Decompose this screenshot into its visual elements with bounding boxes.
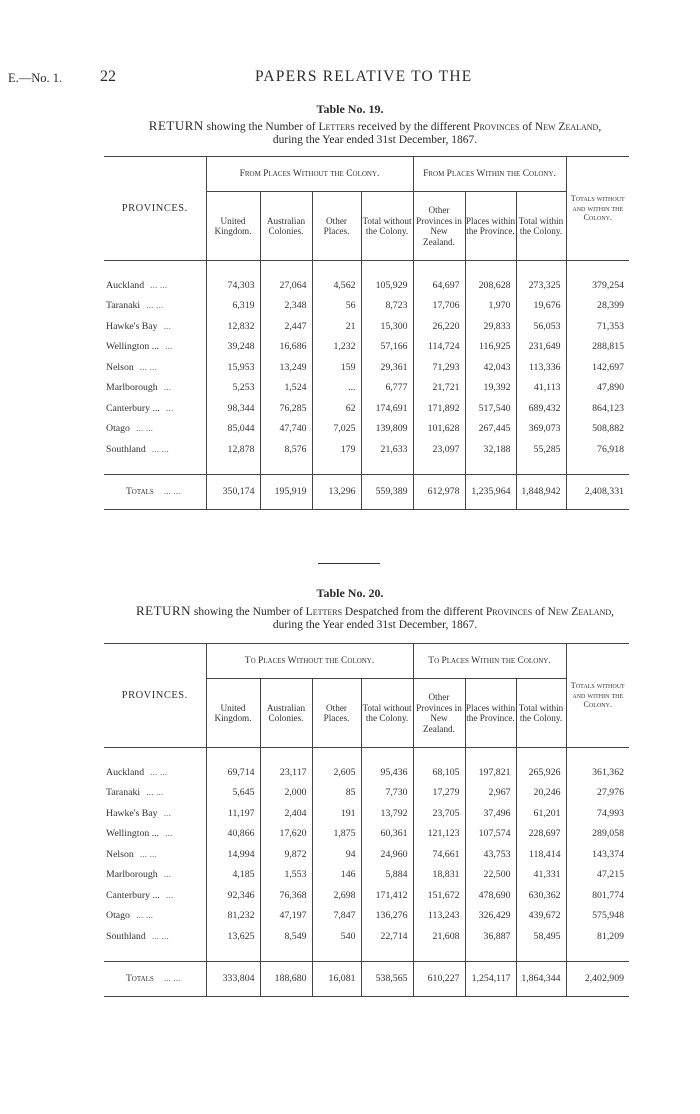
data-cell: 379,254 [566, 275, 629, 296]
total-cell: 16,081 [312, 961, 361, 996]
table-row [104, 439, 629, 460]
caption-new-zealand: New Zealand [534, 121, 599, 133]
province-name: Auckland ... ... [106, 279, 168, 291]
data-cell: 71,353 [566, 316, 629, 337]
data-cell: 81,232 [206, 906, 260, 927]
total-cell: 333,804 [206, 961, 260, 996]
province-name: Nelson ... ... [106, 361, 157, 373]
data-cell: 56,053 [516, 316, 566, 337]
data-cell: 8,549 [260, 926, 312, 947]
data-cell: 19,676 [516, 296, 566, 317]
data-cell: 6,777 [361, 378, 413, 399]
table-19-caption [100, 119, 650, 147]
data-cell: 7,025 [312, 419, 361, 440]
data-cell: 76,285 [260, 398, 312, 419]
data-cell: 143,374 [566, 844, 629, 865]
column-header: Total without the Colony. [361, 192, 413, 261]
total-cell: 538,565 [361, 961, 413, 996]
data-cell: 21,721 [413, 378, 465, 399]
data-cell: 58,495 [516, 926, 566, 947]
data-cell: 361,362 [566, 762, 629, 783]
provinces-header: PROVINCES. [121, 690, 188, 701]
province-name: Otago ... ... [106, 910, 154, 922]
data-cell: 27,064 [260, 275, 312, 296]
data-cell: 55,285 [516, 439, 566, 460]
caption-provinces: Provinces [473, 121, 520, 133]
caption-letters: Letters [305, 606, 343, 618]
totals-label: Totals ... ... [126, 486, 181, 497]
totals-header: Totals without and within the Colony. [566, 157, 629, 261]
column-header: Places within the Province. [465, 192, 516, 261]
data-cell: 74,661 [413, 844, 465, 865]
column-header: Total without the Colony. [361, 679, 413, 748]
data-cell: 630,362 [516, 885, 566, 906]
data-cell: 8,723 [361, 296, 413, 317]
table-19-number: Table No. 19. [316, 102, 384, 116]
column-header: Other Provinces in New Zealand. [413, 192, 465, 261]
province-name: Otago ... ... [106, 423, 154, 435]
data-cell: 95,436 [361, 762, 413, 783]
province-name: Nelson ... ... [106, 848, 157, 860]
data-cell: 7,847 [312, 906, 361, 927]
caption-return-word: RETURN [136, 603, 191, 618]
data-cell: 47,890 [566, 378, 629, 399]
page-reference: E.—No. 1. [8, 71, 63, 85]
data-cell: 288,815 [566, 337, 629, 358]
data-cell: 69,714 [206, 762, 260, 783]
data-cell: 540 [312, 926, 361, 947]
section-divider [318, 563, 380, 564]
table-row [104, 906, 629, 927]
data-cell: 21,608 [413, 926, 465, 947]
table-20-number: Table No. 20. [316, 586, 384, 600]
data-cell: 16,686 [260, 337, 312, 358]
data-cell: 27,976 [566, 783, 629, 804]
table-row [104, 803, 629, 824]
table-row [104, 398, 629, 419]
data-cell: 15,953 [206, 357, 260, 378]
total-cell: 559,389 [361, 474, 413, 509]
data-cell: 13,792 [361, 803, 413, 824]
data-cell: 15,300 [361, 316, 413, 337]
data-cell: 47,215 [566, 865, 629, 886]
data-cell: 289,058 [566, 824, 629, 845]
province-name: Taranaki ... ... [106, 787, 164, 799]
province-name: Canterbury ... ... [106, 402, 174, 414]
total-cell: 188,680 [260, 961, 312, 996]
group-header-without: From Places Without the Colony. [206, 157, 413, 192]
data-cell: 326,429 [465, 906, 516, 927]
data-cell: 1,553 [260, 865, 312, 886]
data-cell: 689,432 [516, 398, 566, 419]
table-row [104, 296, 629, 317]
table-row [104, 316, 629, 337]
data-cell: 4,562 [312, 275, 361, 296]
data-cell: 121,123 [413, 824, 465, 845]
data-cell: 105,929 [361, 275, 413, 296]
data-cell: 7,730 [361, 783, 413, 804]
data-cell: 228,697 [516, 824, 566, 845]
caption-text: of [532, 606, 548, 618]
data-cell: 14,994 [206, 844, 260, 865]
total-cell: 1,848,942 [516, 474, 566, 509]
total-cell: 2,408,331 [566, 474, 629, 509]
provinces-header: PROVINCES. [121, 203, 188, 214]
caption-text: during the Year ended 31st December, 1867. [272, 619, 478, 631]
data-cell: 139,809 [361, 419, 413, 440]
data-cell: 37,496 [465, 803, 516, 824]
totals-header: Totals without and within the Colony. [566, 644, 629, 748]
caption-text: showing the Number of [203, 121, 319, 133]
data-cell: 8,576 [260, 439, 312, 460]
data-cell: 26,220 [413, 316, 465, 337]
data-cell: 439,672 [516, 906, 566, 927]
caption-text: showing the Number of [191, 606, 306, 618]
total-cell: 1,254,117 [465, 961, 516, 996]
province-name: Marlborough ... [106, 382, 172, 394]
data-cell: 2,404 [260, 803, 312, 824]
data-cell: 57,166 [361, 337, 413, 358]
data-cell: 6,319 [206, 296, 260, 317]
totals-label: Totals ... ... [126, 973, 181, 984]
data-cell: 13,625 [206, 926, 260, 947]
table-row [104, 783, 629, 804]
data-cell: 208,628 [465, 275, 516, 296]
data-cell: 11,197 [206, 803, 260, 824]
data-cell: 56 [312, 296, 361, 317]
column-header: Other Provinces in New Zealand. [413, 679, 465, 748]
data-cell: 32,188 [465, 439, 516, 460]
data-cell: 4,185 [206, 865, 260, 886]
total-cell: 350,174 [206, 474, 260, 509]
data-cell: 21 [312, 316, 361, 337]
group-header-within: To Places Within the Colony. [413, 644, 566, 679]
data-cell: 159 [312, 357, 361, 378]
data-cell: 2,698 [312, 885, 361, 906]
data-cell: 5,253 [206, 378, 260, 399]
column-header: Other Places. [312, 679, 361, 748]
province-name: Wellington ... ... [106, 341, 173, 353]
data-cell: 1,875 [312, 824, 361, 845]
province-name: Hawke's Bay ... [106, 320, 171, 332]
data-cell: 92,346 [206, 885, 260, 906]
caption-text: received by the different [354, 121, 474, 133]
caption-return-word: RETURN [148, 118, 204, 133]
table-row [104, 419, 629, 440]
data-cell: 18,831 [413, 865, 465, 886]
province-name: Southland ... ... [106, 443, 169, 455]
data-cell: 151,672 [413, 885, 465, 906]
data-cell: 94 [312, 844, 361, 865]
caption-text: Despatched from the different [342, 606, 486, 618]
column-header: Other Places. [312, 192, 361, 261]
data-cell: 23,097 [413, 439, 465, 460]
data-cell: 142,697 [566, 357, 629, 378]
data-cell: 60,361 [361, 824, 413, 845]
data-cell: 273,325 [516, 275, 566, 296]
data-cell: 2,000 [260, 783, 312, 804]
data-cell: 1,232 [312, 337, 361, 358]
data-cell: ... [312, 378, 361, 399]
total-cell: 13,296 [312, 474, 361, 509]
data-cell: 47,740 [260, 419, 312, 440]
data-cell: 2,348 [260, 296, 312, 317]
column-header: United Kingdom. [206, 679, 260, 748]
data-cell: 13,249 [260, 357, 312, 378]
group-header-without: To Places Without the Colony. [206, 644, 413, 679]
data-cell: 174,691 [361, 398, 413, 419]
data-cell: 61,201 [516, 803, 566, 824]
data-cell: 575,948 [566, 906, 629, 927]
data-cell: 29,361 [361, 357, 413, 378]
data-cell: 29,833 [465, 316, 516, 337]
data-cell: 23,117 [260, 762, 312, 783]
data-cell: 517,540 [465, 398, 516, 419]
data-cell: 179 [312, 439, 361, 460]
data-cell: 113,243 [413, 906, 465, 927]
province-name: Canterbury ... ... [106, 889, 174, 901]
province-name: Auckland ... ... [106, 766, 168, 778]
province-name: Hawke's Bay ... [106, 807, 171, 819]
data-cell: 191 [312, 803, 361, 824]
data-cell: 85 [312, 783, 361, 804]
total-cell: 1,864,344 [516, 961, 566, 996]
data-cell: 64,697 [413, 275, 465, 296]
data-cell: 28,399 [566, 296, 629, 317]
caption-text: during the Year ended 31st December, 1867. [272, 134, 478, 146]
data-cell: 114,724 [413, 337, 465, 358]
table-row [104, 865, 629, 886]
data-cell: 76,918 [566, 439, 629, 460]
province-name: Marlborough ... [106, 869, 172, 881]
data-cell: 68,105 [413, 762, 465, 783]
table-row [104, 926, 629, 947]
data-cell: 2,447 [260, 316, 312, 337]
data-cell: 2,967 [465, 783, 516, 804]
totals-row [104, 474, 629, 509]
data-cell: 17,279 [413, 783, 465, 804]
data-cell: 74,993 [566, 803, 629, 824]
data-cell: 17,706 [413, 296, 465, 317]
data-cell: 74,303 [206, 275, 260, 296]
data-cell: 369,073 [516, 419, 566, 440]
province-name: Southland ... ... [106, 930, 169, 942]
province-name: Taranaki ... ... [106, 300, 164, 312]
data-cell: 2,605 [312, 762, 361, 783]
total-cell: 610,227 [413, 961, 465, 996]
data-cell: 36,887 [465, 926, 516, 947]
data-cell: 116,925 [465, 337, 516, 358]
data-cell: 20,246 [516, 783, 566, 804]
table-20 [104, 643, 629, 997]
data-cell: 41,331 [516, 865, 566, 886]
column-header: Total within the Colony. [516, 192, 566, 261]
data-cell: 39,248 [206, 337, 260, 358]
group-header-within: From Places Within the Colony. [413, 157, 566, 192]
data-cell: 1,524 [260, 378, 312, 399]
table-row [104, 275, 629, 296]
table-20-caption [100, 604, 650, 632]
column-header: Australian Colonies. [260, 679, 312, 748]
data-cell: 146 [312, 865, 361, 886]
table-row [104, 885, 629, 906]
page-title: PAPERS RELATIVE TO THE [255, 68, 473, 85]
caption-letters: Letters [318, 121, 355, 133]
data-cell: 62 [312, 398, 361, 419]
data-cell: 22,714 [361, 926, 413, 947]
province-name: Wellington ... ... [106, 828, 173, 840]
data-cell: 101,628 [413, 419, 465, 440]
data-cell: 22,500 [465, 865, 516, 886]
caption-text: , [598, 121, 602, 133]
data-cell: 40,866 [206, 824, 260, 845]
data-cell: 21,633 [361, 439, 413, 460]
data-cell: 41,113 [516, 378, 566, 399]
data-cell: 71,293 [413, 357, 465, 378]
data-cell: 118,414 [516, 844, 566, 865]
totals-row [104, 961, 629, 996]
table-row [104, 337, 629, 358]
data-cell: 24,960 [361, 844, 413, 865]
data-cell: 265,926 [516, 762, 566, 783]
caption-new-zealand: New Zealand [547, 606, 612, 618]
column-header: Places within the Province. [465, 679, 516, 748]
data-cell: 136,276 [361, 906, 413, 927]
data-cell: 43,753 [465, 844, 516, 865]
column-header: Australian Colonies. [260, 192, 312, 261]
column-header: Total within the Colony. [516, 679, 566, 748]
data-cell: 801,774 [566, 885, 629, 906]
data-cell: 508,882 [566, 419, 629, 440]
total-cell: 612,978 [413, 474, 465, 509]
data-cell: 42,043 [465, 357, 516, 378]
data-cell: 76,368 [260, 885, 312, 906]
data-cell: 12,878 [206, 439, 260, 460]
data-cell: 107,574 [465, 824, 516, 845]
table-19 [104, 156, 629, 510]
data-cell: 171,412 [361, 885, 413, 906]
data-cell: 864,123 [566, 398, 629, 419]
data-cell: 9,872 [260, 844, 312, 865]
caption-text: of [519, 121, 535, 133]
total-cell: 195,919 [260, 474, 312, 509]
data-cell: 171,892 [413, 398, 465, 419]
data-cell: 5,645 [206, 783, 260, 804]
table-row [104, 844, 629, 865]
data-cell: 5,884 [361, 865, 413, 886]
data-cell: 19,392 [465, 378, 516, 399]
data-cell: 197,821 [465, 762, 516, 783]
data-cell: 231,649 [516, 337, 566, 358]
data-cell: 81,209 [566, 926, 629, 947]
caption-text: , [611, 606, 614, 618]
page-number: 22 [100, 68, 116, 85]
total-cell: 2,402,909 [566, 961, 629, 996]
table-row [104, 357, 629, 378]
table-row [104, 378, 629, 399]
data-cell: 47,197 [260, 906, 312, 927]
data-cell: 1,970 [465, 296, 516, 317]
caption-provinces: Provinces [485, 606, 533, 618]
data-cell: 12,832 [206, 316, 260, 337]
column-header: United Kingdom. [206, 192, 260, 261]
data-cell: 85,044 [206, 419, 260, 440]
data-cell: 113,336 [516, 357, 566, 378]
table-row [104, 762, 629, 783]
total-cell: 1,235,964 [465, 474, 516, 509]
table-row [104, 824, 629, 845]
data-cell: 23,705 [413, 803, 465, 824]
data-cell: 17,620 [260, 824, 312, 845]
data-cell: 267,445 [465, 419, 516, 440]
data-cell: 98,344 [206, 398, 260, 419]
data-cell: 478,690 [465, 885, 516, 906]
